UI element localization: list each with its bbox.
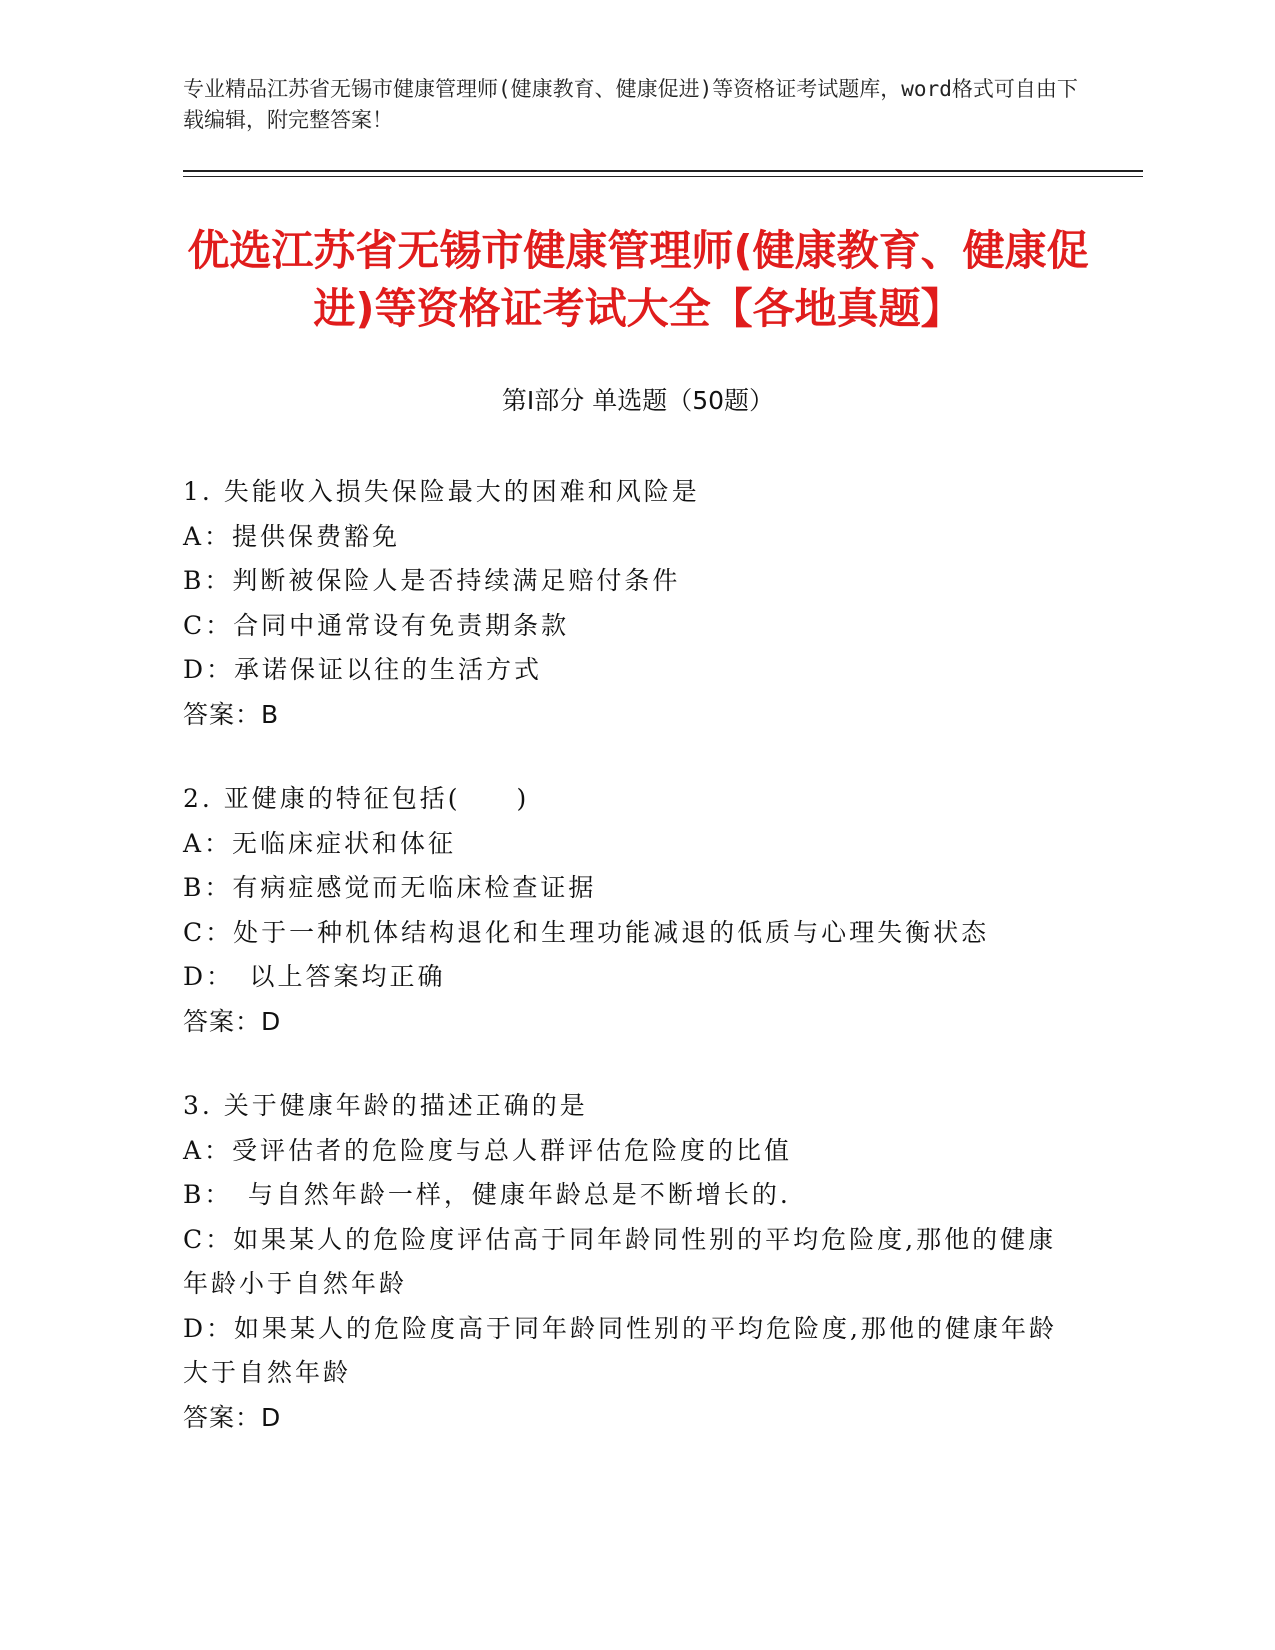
option-d: D：如果某人的危险度高于同年龄同性别的平均危险度,那他的健康年龄大于自然年龄 xyxy=(183,1313,1057,1387)
question-list xyxy=(183,470,1063,1480)
option-b: B： 与自然年龄一样，健康年龄总是不断增长的. xyxy=(183,1180,791,1209)
section-heading: 第Ⅰ部分 单选题（50题） xyxy=(501,386,775,415)
answer: 答案：D xyxy=(183,1402,282,1432)
option-a: A：提供保费豁免 xyxy=(183,521,401,551)
question-2 xyxy=(183,777,1063,1044)
header-rule-thin xyxy=(183,176,1143,177)
answer: 答案：D xyxy=(183,1006,282,1036)
question-stem: 1. 失能收入损失保险最大的困难和风险是 xyxy=(183,477,700,506)
question-stem: 3. 关于健康年龄的描述正确的是 xyxy=(183,1091,588,1120)
option-d: D： 以上答案均正确 xyxy=(183,962,446,991)
header-note: 专业精品江苏省无锡市健康管理师(健康教育、健康促进)等资格证考试题库，word格式可自由下载编辑，附完整答案！ xyxy=(183,77,1078,132)
option-c: C：处于一种机体结构退化和生理功能减退的低质与心理失衡状态 xyxy=(183,917,990,947)
option-b: B：有病症感觉而无临床检查证据 xyxy=(183,873,597,902)
question-1 xyxy=(183,470,1063,737)
option-c: C：合同中通常设有免责期条款 xyxy=(183,610,570,640)
document-title: 优选江苏省无锡市健康管理师(健康教育、健康促进)等资格证考试大全【各地真题】 xyxy=(187,226,1089,333)
header-rule-thick xyxy=(183,170,1143,172)
answer: 答案：B xyxy=(183,699,280,729)
option-a: A：无临床症状和体征 xyxy=(183,828,457,858)
option-c: C：如果某人的危险度评估高于同年龄同性别的平均危险度,那他的健康年龄小于自然年龄 xyxy=(183,1224,1057,1298)
option-b: B：判断被保险人是否持续满足赔付条件 xyxy=(183,566,681,595)
option-a: A：受评估者的危险度与总人群评估危险度的比值 xyxy=(183,1135,793,1165)
question-3 xyxy=(183,1084,1063,1440)
question-stem: 2. 亚健康的特征包括( ) xyxy=(183,784,530,813)
option-d: D：承诺保证以往的生活方式 xyxy=(183,655,543,684)
